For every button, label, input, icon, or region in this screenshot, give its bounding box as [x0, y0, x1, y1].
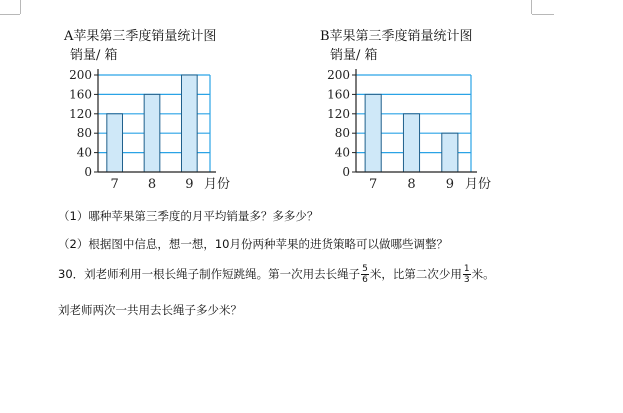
question-30-text-2: 米，比第二次少用 [369, 267, 462, 281]
bar [365, 94, 381, 172]
x-tick-label: 7 [110, 177, 119, 192]
y-tick-label: 0 [84, 165, 92, 179]
x-tick-label: 9 [445, 177, 454, 192]
fraction-1-numerator: 5 [362, 264, 368, 274]
question-1: （1）哪种苹果第三季度的月平均销量多？多多少？ [58, 209, 319, 223]
y-tick-label: 120 [327, 106, 350, 121]
question-30-line-1 [58, 264, 495, 285]
y-tick-label: 160 [327, 87, 350, 102]
x-tick-label: 8 [407, 177, 416, 192]
x-tick-label: 9 [185, 177, 194, 192]
fraction-2-denominator: 3 [463, 275, 470, 285]
bar [442, 133, 458, 172]
y-tick-label: 200 [69, 68, 92, 82]
x-tick-label: 8 [147, 177, 157, 192]
y-tick-label: 40 [334, 145, 350, 160]
y-tick-label: 200 [327, 68, 350, 82]
x-tick-label: 7 [369, 177, 378, 192]
chart-a-title: A苹果第三季度销量统计图 [64, 29, 217, 44]
y-tick-label: 80 [334, 126, 350, 141]
y-tick-label: 160 [69, 87, 92, 102]
fraction-one-third [463, 264, 471, 285]
y-tick-label: 80 [76, 126, 92, 141]
y-tick-label: 0 [342, 165, 350, 179]
y-tick-label: 40 [76, 145, 92, 160]
question-30-line-2: 刘老师两次一共用去长绳子多少米？ [58, 303, 242, 317]
question-2: （2）根据图中信息，想一想，10月份两种苹果的进货策略可以做哪些调整？ [58, 237, 448, 251]
question-30-text-1: 30．刘老师利用一根长绳子制作短跳绳。第一次用去长绳子 [58, 267, 361, 281]
chart-a-y-label: 销量/ 箱 [70, 48, 118, 63]
bar [403, 114, 419, 172]
x-axis-label: 月份 [204, 177, 231, 192]
x-axis-label: 月份 [465, 177, 492, 192]
fraction-five-sixths [361, 264, 369, 285]
chart-b-title: B苹果第三季度销量统计图 [320, 29, 473, 44]
chart-b-y-label: 销量/ 箱 [330, 48, 378, 63]
question-30-text-3: 米。 [471, 267, 495, 281]
fraction-2-numerator: 1 [463, 264, 470, 274]
y-tick-label: 120 [69, 106, 92, 121]
fraction-1-denominator: 6 [362, 275, 368, 285]
